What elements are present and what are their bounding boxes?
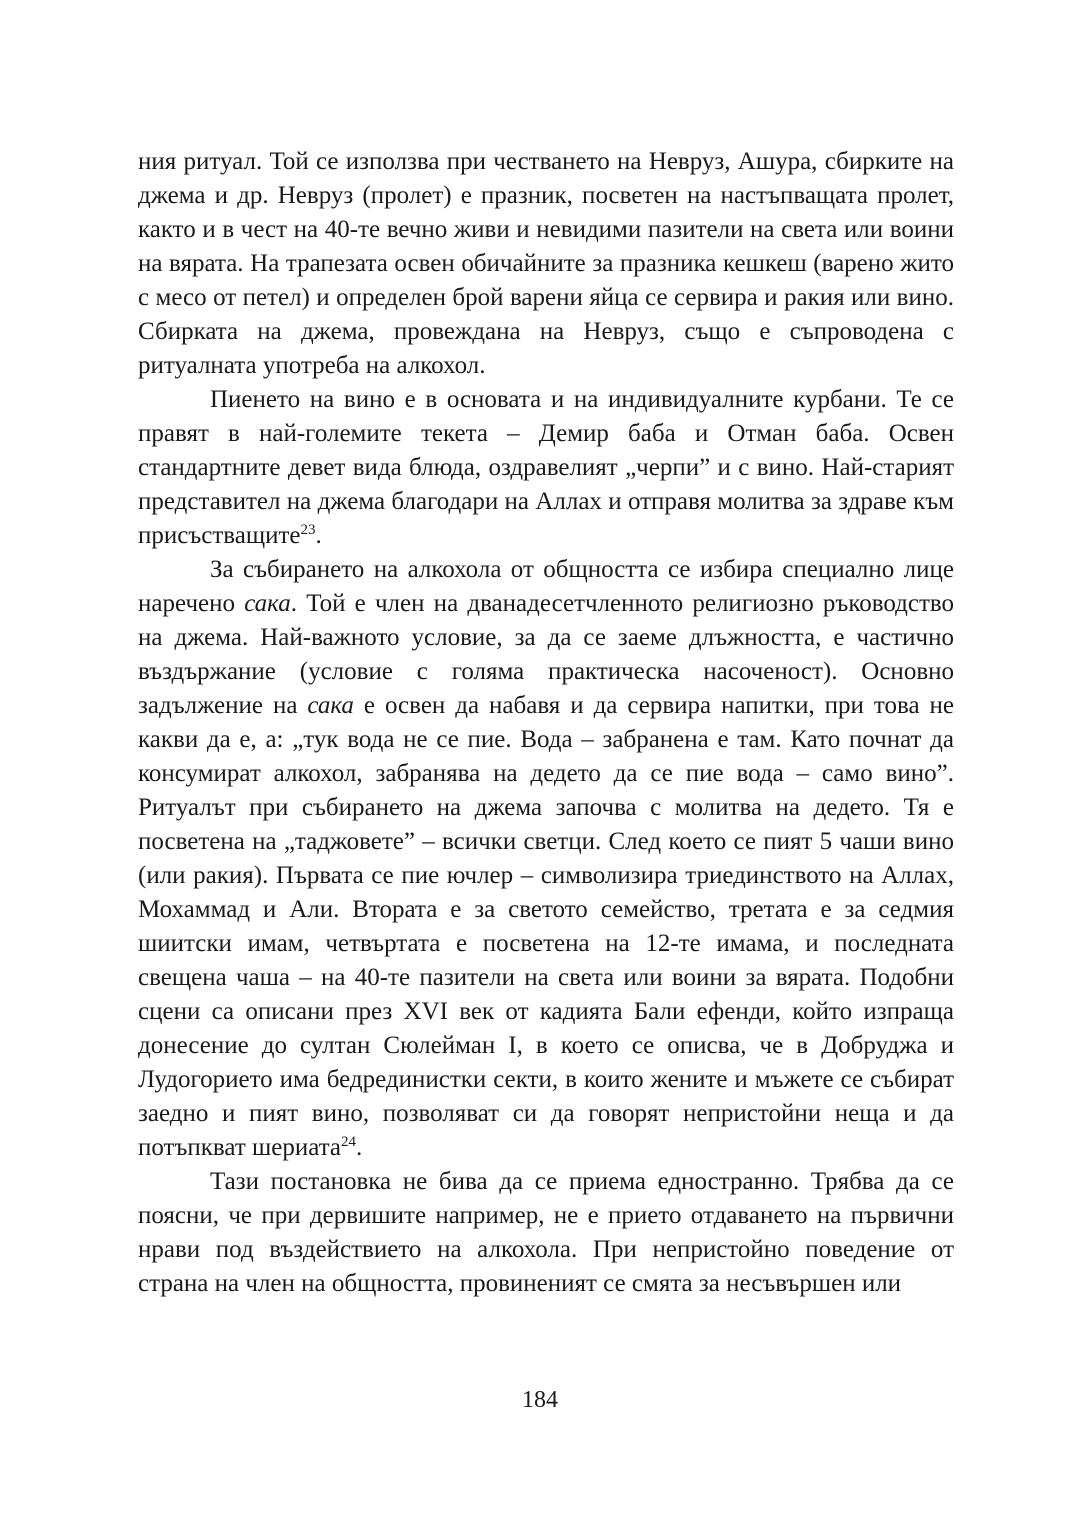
footnote-ref-24[interactable]: 24: [341, 1134, 357, 1150]
paragraph-3-end: .: [356, 1134, 363, 1161]
paragraph-2: [138, 383, 954, 553]
page-number: 184: [522, 1387, 558, 1413]
paragraph-2-text: Пиенето на вино е в основата и на индивидуалните курбани. Те се правят в най-големите текета – Демир баба и Отман баба. Освен стандартните девет вида блюда, оздравелият „черпи” и с вино. Най-старият представител на джема благодари на Аллах и отправя молитва за здраве към присъстващите: [138, 386, 954, 549]
paragraph-4-text: Тази постановка не бива да се приема едностранно. Трябва да се поясни, че при дервишите например, не е прието отдаването на първични нрави под въздействието на алкохола. При непристойно поведение от страна на член на общността, провиненият се смята за несъвършен или: [138, 1168, 954, 1297]
footnote-ref-23[interactable]: 23: [300, 522, 316, 538]
term-saka: сака: [307, 692, 354, 719]
term-saka: сака: [244, 590, 291, 617]
page-body: [138, 145, 954, 1301]
paragraph-3: [138, 553, 954, 1165]
paragraph-3-text-a: За събирането на алкохола от общността се избира специално лице наречено: [138, 556, 954, 617]
paragraph-2-end: .: [315, 522, 322, 549]
paragraph-1-text: ния ритуал. Той се използва при честването на Невруз, Ашура, сбирките на джема и др. Невруз (пролет) е празник, посветен на настъпващата пролет, както и в чест на 40-те вечно живи и невидими пазители на света или воини на вярата. На трапезата освен обичайните за празника кешкеш (варено жито с месо от петел) и определен брой варени яйца се сервира и ракия или вино. Сбирката на джема, провеждана на Невруз, също е съпроводена с ритуалната употреба на алкохол.: [138, 148, 954, 379]
paragraph-3-text-b: . Той е член на дванадесетчленното религиозно ръководство на джема. Най-важното условие, за да се заеме длъжността, е частично въздържание (условие с голяма практическа насоченост). Основно задължение на: [138, 590, 954, 719]
paragraph-1: [138, 145, 954, 383]
paragraph-4: [138, 1165, 954, 1301]
paragraph-3-text-c: е освен да набавя и да сервира напитки, при това не какви да е, а: „тук вода не се пие. Вода – забранена е там. Като почнат да консумират алкохол, забранява на дедето да се пие вода – само вино”. Ритуалът при събирането на джема започва с молитва на дедето. Тя е посветена на „таджовете” – всички светци. След което се пият 5 чаши вино (или ракия). Първата се пие ючлер – символизира триединството на Аллах, Мохаммад и Али. Втората е за светото семейство, третата е за седмия шиитски имам, четвъртата е посветена на 12-те имама, и последната свещена чаша – на 40-те пазители на света или воини за вярата. Подобни сцени са описани през XVI век от кадията Бали ефенди, който изпраща донесение до султан Сюлейман I, в което се описва, че в Добруджа и Лудогорието има бедрединистки секти, в които жените и мъжете се събират заедно и пият вино, позволяват си да говорят непристойни неща и да потъпкват шериата: [138, 692, 954, 1161]
